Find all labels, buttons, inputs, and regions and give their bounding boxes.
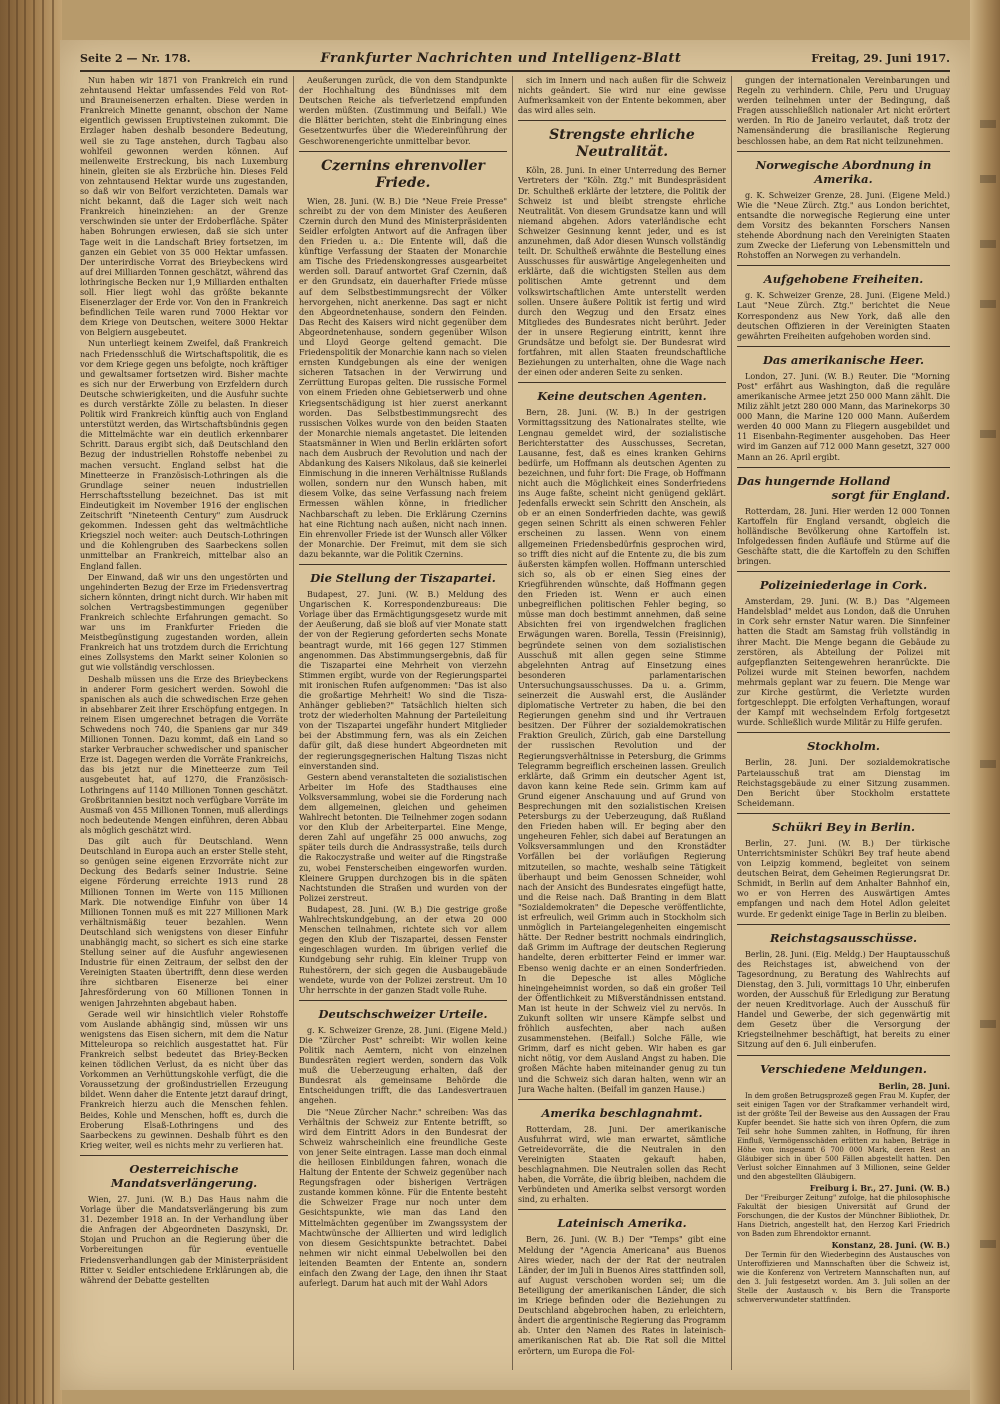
article-paragraph: Köln, 28. Juni. In einer Unterredung des Berner Vertreters der "Köln. Ztg." mit Bundespräsident Dr. Schultheß erklärte der letztere, die Politik der Schweiz ist und bleibt strengste ehrliche Neutralität. Von diesem Grundsatze kann und will niemand abgehen. Adors vaterländische echt Schweizer Gesinnung kennt jeder, und es ist anzunehmen, daß Ador diesen Wunsch vollständig teilt. Dr. Schultheß erwähnte die Bestellung eines Ausschusses für auswärtige Angelegenheiten und erklärte, daß die wichtigsten Stellen aus dem politischen Amte getrennt und dem volkswirtschaftlichen Amte unterstellt werden sollen. Unsere äußere Politik ist fertig und wird durch den Wegzug und den Ersatz eines Mitgliedes des Bundesrates nicht berührt. Jeder der in unsere Regierung eintritt, kennt ihre Grundsätze und befolgt sie. Der Bundesrat wird fortfahren, mit allen Staaten freundschaftliche Beziehungen zu unterhalten, ohne die Wage nach der einen oder anderen Seite zu senken. bbox=[518, 166, 726, 378]
headline: Keine deutschen Agenten. bbox=[537, 389, 707, 404]
headline-continuation: sorgt für England. bbox=[831, 487, 950, 502]
headline: Schükri Bey in Berlin. bbox=[771, 819, 916, 834]
column-3 bbox=[518, 76, 726, 1370]
dateline: Berlin, 28. Juni. bbox=[878, 1080, 950, 1091]
column-1 bbox=[80, 76, 288, 1370]
article-paragraph: Gestern abend veranstalteten die sozialistischen Arbeiter im Hofe des Stadthauses eine Volksversammlung, wobei sie die Forderung nach dem allgemeinen, gleichen und geheimen Wahlrecht betonten. Die Teilnehmer zogen sodann vor den Klub der Arbeiterpartei. Eine Menge, deren Zahl auf ungefähr 25 000 anwuchs, zog später teils durch die Andrassystraße, teils durch die Rakoczystraße und weiter auf die Ringstraße zu, wobei Fensterscheiben eingeworfen wurden. Kleinere Gruppen durchzogen bis in die späten Nachtstunden die Straßen und wurden von der Polizei zerstreut. bbox=[299, 772, 507, 903]
headline: Das amerikanische Heer. bbox=[762, 352, 925, 367]
section-rule bbox=[737, 1055, 950, 1056]
column-4 bbox=[737, 76, 950, 1370]
headline: Das hungernde Holland bbox=[737, 473, 891, 488]
headline: Deutschschweizer Urteile. bbox=[318, 1006, 488, 1021]
headline: Stockholm. bbox=[807, 739, 880, 754]
article-paragraph: Der Einwand, daß wir uns den ungestörten und ungehinderten Bezug der Erze im Friedensvertrag sichern könnten, dringt nicht durch. Wir haben mit solchen Vertragsbestimmungen gegenüber Frankreich schlechte Erfahrungen gemacht. So war uns im Frankfurter Frieden die Meistbegünstigung zugestanden worden, allein Frankreich hat uns trotzdem durch die Errichtung eines Zollsystems den Markt seiner Kolonien so gut wie vollständig verschlossen. bbox=[80, 572, 288, 673]
article-paragraph: Budapest, 27. Juni. (W. B.) Meldung des Ungarischen K. Korrespondenzbureaus: Die Vorlage über das Ermächtigungsgesetz wurde mit der Aeußerung, daß sie bloß auf vier Monate statt der von der Regierung geforderten sechs Monate beantragt wurde, mit 166 gegen 127 Stimmen angenommen. Das Abstimmungsergebnis, daß für die Tiszapartei eine Mehrheit von vierzehn Stimmen ergibt, wurde von der Regierungspartei mit ironischen Rufen aufgenommen: "Das ist also die großartige Mehrheit! Wo sind die Tisza-Anhänger geblieben?" Tatsächlich hielten sich trotz der wiederholten Mahnung der Parteileitung von der Tiszapartei ungefähr hundert Mitglieder bei der Abstimmung fern, was als ein Zeichen dafür gilt, daß diese hundert Abgeordneten mit der regierungsgegnerischen Haltung Tiszas nicht einverstanden sind. bbox=[299, 590, 507, 771]
headline: Verschiedene Meldungen. bbox=[760, 1061, 927, 1076]
article-paragraph: London, 27. Juni. (W. B.) Reuter. Die "Morning Post" erfährt aus Washington, daß die reguläre amerikanische Armee jetzt 250 000 Mann zählt. Die Miliz zählt jetzt 280 000 Mann, das Marinekorps 30 000 Mann, die Marine 120 000 Mann. Außerdem werden 40 000 Mann zu Fliegern ausgebildet und 11 Eisenbahn-Regimenter ausgehoben. Das Heer wird im Ganzen auf 712 000 Mann gesetzt, 327 000 Mann an 26. April ergibt. bbox=[737, 371, 950, 462]
article-paragraph: g. K. Schweizer Grenze, 28. Juni. (Eigene Meld.) Wie die "Neue Zürch. Ztg." aus London berichtet, entsandte die norwegische Regierung eine unter dem Vorsitz des bekannten Forschers Nansen stehende Abordnung nach den Vereinigten Staaten zum Zwecke der Lieferung von Lebensmitteln und Rohstoffen an Norwegen zu verhandeln. bbox=[737, 190, 950, 261]
article-paragraph: Gerade weil wir hinsichtlich vieler Rohstoffe vom Auslande abhängig sind, müssen wir uns wenigstens das Eisen sichern, mit dem die Natur Mitteleuropa so reichlich ausgestattet hat. Für Frankreich selbst bedeutet das Briey-Becken keinen tödlichen Verlust, da es nicht über das Vorkommen an Verhüttungskohle verfügt, die die Voraussetzung der großindustriellen Erzeugung bildet. Wenn daher die Entente jetzt darauf dringt, Frankreich hierzu auch die Menschen fehlen. Beides, Kohle und Menschen, hofft es, durch die Eroberung Elsaß-Lothringens und des Saarbeckens zu gewinnen. Deshalb führt es den Krieg weiter, weil es nichts mehr zu verlieren hat. bbox=[80, 1009, 288, 1150]
section-rule bbox=[299, 1000, 507, 1001]
dateline: Konstanz, 28. Juni. (W. B.) bbox=[831, 1239, 950, 1250]
section-rule bbox=[518, 1099, 726, 1100]
section-rule bbox=[737, 732, 950, 733]
section-rule bbox=[299, 151, 507, 152]
headline: Czernins ehrenvoller Friede. bbox=[321, 157, 485, 191]
page-header bbox=[80, 48, 950, 68]
headline: Strengste ehrliche Neutralität. bbox=[549, 127, 695, 161]
article-paragraph: Bern, 28. Juni. (W. B.) In der gestrigen Vormittagssitzung des Nationalrates stellte, wie Lengnau gemeldet wird, der sozialistische Berichterstatter des Ausschusses, Secretan, Lausanne, fest, daß es eines kranken Gehirns bedürfe, um Hoffmann als deutschen Agenten zu bezeichnen, und fuhr fort: Die Frage, ob Hoffmann nicht auch die Möglichkeit eines Sonderfriedens ins Auge faßte, scheint nicht genügend geklärt. Jedenfalls erweckt sein Schritt den Anschein, als ob er an einen Sonderfrieden dachte, was gewiß gegen seinen Schritt als einen schweren Fehler erscheinen zu lassen. Wenn von einem allgemeinen Friedensbedürfnis gesprochen wird, so trifft dies nicht auf die Entente zu, die bis zum äußersten kämpfen wollen. Hoffmann unterschied sich so, als ob er einen Sieg eines der Kriegführenden wünschte, daß Hoffmann gegen den Frieden ist. Wenn er auch einen unbegreiflichen politischen Fehler beging, so müsse man doch bestimmt annehmen, daß seine Absichten frei von irgendwelchen fraglichen Erwägungen waren. Borella, Tessin (Freisinnig), begründete seinen von dem sozialistischen Ausschuß mit allen gegen seine Stimme abgelehnten Antrag auf Einsetzung eines besonderen parlamentarischen Untersuchungsausschusses. Da u. a. Grimm, seinerzeit die Auswahl erst, die Ausländer diplomatische Vertreter zu haben, die bei den Regierungen genehm sind und ihr Vertrauen besitzen. Der Führer der sozialdemokratischen Fraktion Greulich, Zürich, gab eine Darstellung der russischen Revolution und der Regierungsverhältnisse in Petersburg, die Grimms Telegramm begreiflich erscheinen lassen. Greulich erklärte, daß Grimm ein deutscher Agent ist, davon kann keine Rede sein. Grimm kam auf Grund eigener Anschauung und auf Grund von Besprechungen mit den sozialistischen Kreisen Petersburgs zu der Ueberzeugung, daß Rußland den Frieden haben will. Er beging aber den ungeheuren Fehler, sich dabei auf Beratungen an Volksversammlungen und den Kronstädter Vorfällen bei der vorläufigen Regierung mitzuteilen, so machte, weshalb seine Tätigkeit überhaupt und beim Genossen Schneider, wohl nach der Ansicht des Bundesrates eingefügt hatte, und die Reise nach. Daß Branting in dem Blatt "Sozialdemokraten" die Depesche veröffentlichte, ist erfreulich, weil Grimm auch in Stockholm sich unmöglich in Parteiangelegenheiten eingemischt hätte. Der Redner bestritt nochmals eindringlich, daß Grimm im Auftrage der deutschen Regierung handelte, deren erbitterter Feind er immer war. Ebenso wenig dachte er an einen Sonderfrieden. In die Depesche ist alles Mögliche hineingeheimnist worden, so daß ein großer Teil der Öffentlichkeit zu Mißverständnissen entstand. Man ist heute in der Schweiz viel zu nervös. In Zukunft sollten wir unsere Kämpfe selbst und fröhlich ausfechten, aber nach außen zusammenstehen. (Beifall.) Solche Fälle, wie Grimm, darf es nicht geben. Wir haben es gar nicht nötig, vor dem Ausland Angst zu haben. Die großen Mächte haben miteinander genug zu tun und die Schweiz sich daran halten, wenn wir an Jura Wache halten. (Beifall im ganzen Hause.) bbox=[518, 408, 726, 1094]
section-rule bbox=[518, 382, 726, 383]
section-rule bbox=[737, 151, 950, 152]
article-paragraph: g. K. Schweizer Grenze, 28. Juni. (Eigene Meld.) Laut "Neue Zürch. Ztg." berichtet die Neue Korrespondenz aus New York, daß alle den deutschen Offizieren in der Vereinigten Staaten gewährten Freiheiten aufgehoben worden sind. bbox=[737, 291, 950, 341]
article-paragraph: gungen der internationalen Vereinbarungen und Regeln zu verhindern. Chile, Peru und Uruguay werden teilnehmen unter der Bedingung, daß Fragen ausschließlich nationaler Art nicht erörtert werden. In Rio de Janeiro verlautet, daß trotz der Namensänderung die brasilianische Regierung beschlossen habe, an dem Rat nicht teilzunehmen. bbox=[737, 76, 950, 146]
headline: Amerika beschlagnahmt. bbox=[541, 1105, 703, 1120]
section-rule bbox=[737, 571, 950, 572]
article-paragraph: Rotterdam, 28. Juni. Hier werden 12 000 Tonnen Kartoffeln für England versandt, obgleich die holländische Bevölkerung ohne Kartoffeln ist. Infolgedessen finden Aufläufe und Stürme auf die Geschäfte statt, die die Kartoffeln zu den Schiffen bringen. bbox=[737, 506, 950, 567]
article-paragraph: Wien, 28. Juni. (W. B.) Die "Neue Freie Presse" schreibt zu der von dem Minister des Aeußeren Czernin durch den Mund des Ministerpräsidenten Seidler erfolgten Antwort auf die Anfragen über den Frieden u. a.: Die Entente will, daß die künftige Verfassung der Staaten der Monarchie am Tische des Friedenskongresses ausgearbeitet werden soll. Darauf antwortet Graf Czernin, daß er den Grundsatz, ein dauerhafter Friede müsse auf dem Selbstbestimmungsrecht der Völker hervorgehen, nicht anerkenne. Das sagt er nicht den Abgeordnetenhause, sondern den Feinden. Das Recht des Kaisers wird nicht gegenüber dem Abgeordnetenhause, sondern gegenüber Wilson und Lloyd George geltend gemacht. Die Friedenspolitik der Monarchie kann nach so vielen ernsten Kundgebungen als eine der wenigen sicheren Tatsachen in der Verwirrung und Zerrüttung Europas gelten. Die russische Formel von einem Frieden ohne Gebietserwerb und ohne Kriegsentschädigung ist hier zuerst anerkannt worden. Das Selbstbestimmungsrecht des russischen Volkes wurde von den beiden Staaten der Monarchie niemals angetastet. Die leitenden Staatsmänner in Wien und Berlin erklärten sofort nach dem Ausbruch der Revolution und nach der Abdankung des Kaisers Nikolaus, daß sie keinerlei Einmischung in die inneren Verhältnisse Rußlands wollen, sondern nur den Wunsch haben, mit diesem Volke, das seine Verfassung nach freiem Ermessen wählen könne, in friedlicher Nachbarschaft zu leben. Die Erklärung Czernins hat eine Richtung nach außen, nicht nach innen. Ein ehrenvoller Friede ist der Wunsch aller Völker der Monarchie. Der Freimut, mit dem sie sich dazu bekannte, war die Politik Czernins. bbox=[299, 196, 507, 559]
article-paragraph: sich im Innern und nach außen für die Schweiz nichts geändert. Sie wird nur eine gewisse Aufmerksamkeit von der Entente bekommen, aber das wird alles sein. bbox=[518, 76, 726, 116]
column-2 bbox=[299, 76, 507, 1370]
section-rule bbox=[80, 1155, 288, 1156]
newspaper-page bbox=[60, 40, 970, 1390]
book-binding bbox=[0, 0, 62, 1404]
columns bbox=[80, 76, 950, 1370]
article-paragraph: Budapest, 28. Juni. (W. B.) Die gestrige große Wahlrechtskundgebung, an der etwa 20 000 Menschen teilnahmen, richtete sich vor allem gegen den Klub der Tiszapartei, dessen Fenster eingeschlagen wurden. Im übrigen verlief die Kundgebung sehr ruhig. Ein kleiner Trupp von Ruhestörern, der sich gegen die Ausbaugebäude wendete, wurde von der Polizei zerstreut. Um 10 Uhr herrschte in der ganzen Stadt volle Ruhe. bbox=[299, 904, 507, 995]
headline: Reichstagsausschüsse. bbox=[769, 930, 918, 945]
article-paragraph: Das gilt auch für Deutschland. Wenn Deutschland in Europa auch an erster Stelle steht, so genügen seine eigenen Erzvorräte nicht zur Deckung des Bedarfs seiner Industrie. Seine eigene Förderung erreichte 1913 rund 28 Millionen Tonnen im Werte von 115 Millionen Mark. Die notwendige Einfuhr von über 14 Millionen Tonnen muß es mit 227 Millionen Mark verhältnismäßig teuer bezahlen. Wenn Deutschland sich wenigstens von dieser Einfuhr unabhängig macht, so sichert es sich eine starke Stellung seiner auf die Ausfuhr angewiesenen Industrie für einen Zeitraum, der selbst den der Vereinigten Staaten übertrifft, denn diese werden ihre sichtbaren Eisenerze bei einer Jahresförderung von 60 Millionen Tonnen in wenigen Jahrzehnten abgebaut haben. bbox=[80, 837, 288, 1008]
section-rule bbox=[518, 1209, 726, 1210]
article-paragraph: Nun haben wir 1871 von Frankreich ein rund zehntausend Hektar umfassendes Feld von Rot- und Brauneisenerzen erhalten. Diese werden in Frankreich Minette genannt, obschon der Name eigentlich gewissen Eruptivsteinen zukommt. Die Erzlager haben deshalb besondere Bedeutung, weil sie zu Tage anstehen, durch Tagbau also wohlfeil gewonnen werden können. Auf meilenweite Erstreckung, bis nach Luxemburg hinein, gleiten sie als Erzbrüche hin. Dieses Feld von zehntausend Hektar wurde uns zugestanden, so daß wir von Belfort verzichteten. Damals war nicht bekannt, daß die Lager sich weit nach Frankreich hineinziehen: an der Grenze verschwinden sie unter der Erdoberfläche. Später haben Bohrungen erwiesen, daß sie sich unter Tage weit in die Landschaft Briey fortsetzen, im ganzen ein Gebiet von 35 000 Hektar umfassen. Der unterirdische Vorrat des Brieybeckens wird auf drei Milliarden Tonnen geschätzt, während das lothringische Becken nur 1,9 Milliarden enthalten soll. Hier liegt wohl das größte bekannte Eisenerzlager der Erde vor. Von den in Frankreich befindlichen Teile waren rund 7000 Hektar vor dem Kriege von Deutschen, weitere 3000 Hektar von Belgiern ausgebeutet. bbox=[80, 76, 288, 338]
column-divider bbox=[512, 76, 513, 1370]
article-paragraph: g. K. Schweizer Grenze, 28. Juni. (Eigene Meld.) Die "Zürcher Post" schreibt: Wir wollen keine Politik nach Aemtern, nicht von einzelnen Bundesräten regiert werden, sondern das Volk muß die Ueberzeugung erhalten, daß der Bundesrat als gemeinsame Behörde die Entscheidungen trifft, die das Landesvertrauen angehen. bbox=[299, 1025, 507, 1106]
article-paragraph: Berlin, 28. Juni. Der sozialdemokratische Parteiausschuß trat am Dienstag im Reichstagsgebäude zu einer Sitzung zusammen. Den Bericht über Stockholm erstattete Scheidemann. bbox=[737, 758, 950, 808]
header-rule bbox=[80, 70, 950, 72]
article-paragraph: Bern, 26. Juni. (W. B.) Der "Temps" gibt eine Meldung der "Agencia Americana" aus Buenos Aires wieder, nach der der Rat der neutralen Länder, der im Juli in Buenos Aires stattfinden soll, auf August verschoben worden sei; um die Beteiligung der amerikanischen Länder, die sich im Kriege befinden oder die Beziehungen zu Deutschland abgebrochen haben, zu erleichtern, ändert die argentinische Regierung das Programm ab. Unter den Namen des Rates in lateinisch-amerikanischen Rat ab. Die Rat soll die Mittel erörtern, um Europa die Fol- bbox=[518, 1235, 726, 1356]
article-paragraph: Wien, 27. Juni. (W. B.) Das Haus nahm die Vorlage über die Mandatsverlängerung bis zum 31. Dezember 1918 an. In der Verhandlung über die Anfragen der Abgeordneten Daszynski, Dr. Stojan und Pruchon an die Regierung über die Vorbereitungen für eventuelle Friedensverhandlungen gab der Ministerpräsident Ritter v. Seidler entschiedene Erklärungen ab, die während der Debatte gestellten bbox=[80, 1194, 288, 1285]
section-rule bbox=[737, 346, 950, 347]
issue-date: Freitag, 29. Juni 1917. bbox=[811, 51, 950, 65]
article-paragraph: Der Termin für den Wiederbeginn des Austausches von Unteroffizieren und Mannschaften über die Schweiz ist, wie die Konferenz von Vertretern Mannschaften nun, auf den 3. Juli festgesetzt worden. Am 3. Juli sollen an der Stelle der Austausch v. bis Bern die Transporte schwerverwundeter stattfinden. bbox=[737, 1250, 950, 1304]
dateline: Freiburg i. Br., 27. Juni. (W. B.) bbox=[809, 1182, 950, 1193]
section-rule bbox=[737, 924, 950, 925]
section-rule bbox=[737, 265, 950, 266]
headline: Die Stellung der Tiszapartei. bbox=[310, 571, 496, 586]
article-paragraph: Die "Neue Zürcher Nachr." schreiben: Was das Verhältnis der Schweiz zur Entente betrifft, so wird dem Eintritt Adors in den Bundesrat der Schweiz wahrscheinlich eine freundliche Geste von jener Seite eintragen. Lasse man doch einmal die heillosen Einbildungen fahren, wonach die Haltung der Entente der Schweiz gegenüber nach Regungsfragen oder bisherigen Verträgen zustande kommen könne. Für die Entente besteht die Schweizer Frage nur noch unter dem Gesichtspunkte, wie man das Land den Mittelmächten gegenüber im Zwangssystem der Machtwünsche der Alliierten und wird lediglich von diesem Gesichtspunkte betrachtet. Dabei nehmen wir nicht einmal Uebelwollen bei den leitenden Beamten der Entente an, sondern einfach den Zwang der Lage, den ihnen ihr Staat auferlegt. Darum hat auch mit der Wahl Adors bbox=[299, 1107, 507, 1289]
article-paragraph: Rotterdam, 28. Juni. Der amerikanische Ausfuhrrat wird, wie man erwartet, sämtliche Getreidevorräte, die die Neutralen in den Vereinigten Staaten gekauft haben, beschlagnahmen. Die Neutralen sollen das Recht haben, die Vorräte, die übrig bleiben, nachdem die Verbündeten und Amerika selbst versorgt worden sind, zu erhalten. bbox=[518, 1124, 726, 1205]
section-rule bbox=[299, 564, 507, 565]
page-number: Seite 2 — Nr. 178. bbox=[80, 51, 191, 65]
article-paragraph: Berlin, 28. Juni. (Eig. Meldg.) Der Hauptausschuß des Reichstages ist, abweichend von der Tagesordnung, zu Beratung des Wahlrechts auf Dienstag, den 3. Juli, vormittags 10 Uhr, einberufen worden, der Ausschuß für Erledigung zur Beratung der neuen Kreditvorlage. Auch der Ausschuß für Handel und Gewerbe, der sich gegenwärtig mit dem Gesetz über die Versorgung der Kriegsteilnehmer beschäftigt, hat bereits zu einer Sitzung auf den 6. Juli einberufen. bbox=[737, 949, 950, 1050]
article-paragraph: Aeußerungen zurück, die von dem Standpunkte der Hochhaltung des Bündnisses mit dem Deutschen Reiche als tiefverletzend empfunden werden müßten. (Zustimmung und Beifall.) Wie die Blätter berichten, steht die Einbringung eines Gesetzentwurfes über die Wiedereinführung der Geschworenengerichte unmittelbar bevor. bbox=[299, 76, 507, 146]
section-rule bbox=[737, 467, 950, 468]
column-divider bbox=[293, 76, 294, 1370]
article-paragraph: Der "Freiburger Zeitung" zufolge, hat die philosophische Fakultät der biesigen Universität auf Grund der Forschungen, die der Kustos der Münchner Bibliothek, Dr. Hans Dietrich, angestellt hat, den Herzog Karl Friedrich von Baden zum Ehrendoktor ernannt. bbox=[737, 1193, 950, 1238]
article-paragraph: Nun unterliegt keinem Zweifel, daß Frankreich nach Friedensschluß die Wirtschaftspolitik, die es vor dem Kriege gegen uns befolgte, noch kräftiger und gewaltsamer fortsetzen wird. Bisher machte es sich nur der Erwerbung von Erzfeldern durch Deutsche schwierigkeiten, und die Ausfuhr suchte es durch verstärkte Zölle zu belasten. In dieser Politik wird Frankreich künftig auch von England unterstützt werden, das Wirtschaftsbündnis gegen die Mittelmächte war ein deutlich erkennbarer Schritt. Daraus ergibt sich, daß Deutschland den Bezug der industriellen Rohstoffe nebenbei zu machen versucht. England selbst hat die Minetteerze in Französisch-Lothringen als die Grundlage seiner neuen industriellen Herrschaftsstellung bezeichnet. Das ist mit Eindeutigkeit im November 1916 der englischen Zeitschrift "Nineteenth Century" zum Ausdruck gekommen. Indessen geht das weltmächtliche Kriegsziel noch weiter: auch Deutsch-Lothringen und die Kohlengruben des Saarbeckens sollen unmittelbar an Frankreich, mittelbar also an England fallen. bbox=[80, 339, 288, 571]
headline: Polizeiniederlage in Cork. bbox=[759, 578, 928, 593]
article-paragraph: Berlin, 27. Juni. (W. B.) Der türkische Unterrichtsminister Schükri Bey traf heute abend von Leipzig kommend, begleitet von seinem deutschen Beirat, dem Geheimen Regierungsrat Dr. Schmidt, in Berlin auf dem Anhalter Bahnhof ein, wo er von Herren des Auswärtigen Amtes empfangen und nach dem Hotel Adlon geleitet wurde. Er gedenkt einige Tage in Berlin zu bleiben. bbox=[737, 838, 950, 919]
headline: Aufgehobene Freiheiten. bbox=[763, 272, 924, 287]
section-rule bbox=[518, 120, 726, 121]
headline: Oesterreichische Mandatsverlängerung. bbox=[110, 1161, 258, 1190]
section-rule bbox=[737, 813, 950, 814]
headline: Lateinisch Amerika. bbox=[557, 1216, 687, 1231]
masthead-title: Frankfurter Nachrichten und Intelligenz-Blatt bbox=[320, 50, 682, 66]
headline: Norwegische Abordnung in Amerika. bbox=[755, 157, 932, 186]
adjacent-page-edge bbox=[970, 0, 1000, 1404]
column-divider bbox=[731, 76, 732, 1370]
article-paragraph: Amsterdam, 29. Juni. (W. B.) Das "Algemeen Handelsblad" meldet aus London, daß die Unruhen in Cork sehr ernster Natur waren. Die Sinnfeiner hatten die Stadt am Samstag früh vollständig in ihrer Macht. Die Menge begann die Gebäude zu zerstören, als Abteilung der Polizei mit aufgepflanzten Seitengewehren heranrückte. Die Polizei wurde mit Steinen beworfen, nachdem mehrmals geplant war zu feuern. Die Menge war zur Kirche gestürmt, die Verletzte wurden fortgeschleppt. Die erfolgten Verhaftungen, worauf der Kampf mit wechselndem Erfolg fortgesetzt wurde. Schließlich wurde Militär zu Hilfe gerufen. bbox=[737, 597, 950, 728]
article-paragraph: Deshalb müssen uns die Erze des Brieybeckens in anderer Form gesichert werden. Sowohl die spanischen als auch die schwedischen Erze gehen in absehbarer Zeit ihrer Erschöpfung entgegen. In reinem Eisen umgerechnet betragen die Vorräte Schwedens noch 740, die Spaniens gar nur 349 Millionen Tonnen. Dazu kommt, daß ein Land so starker Verbraucher schwedischer und spanischer Erze ist. Dagegen werden die Vorräte Frankreichs, das bis jetzt nur die Minetteerze zum Teil ausgebeutet hat, auf 1270, die Französisch-Lothringens auf 1140 Millionen Tonnen geschätzt. Großbritannien besitzt noch verfügbare Vorräte im Ausmaß von 455 Millionen Tonnen, muß allerdings noch bedeutende Mengen einführen, deren Abbau als möglich geschätzt wird. bbox=[80, 674, 288, 835]
article-paragraph: In dem großen Betrugsprozeß gegen Frau M. Kupfer, der seit einigen Tagen vor der Strafkammer verhandelt wird, ist der größte Teil der Beweise aus den Aussagen der Frau Kupfer beendet. Sie hatte sich von ihren Opfern, die zum Teil sehr hohe Summen zahlten, in Hoffnung, für ihren Einfluß, Vermögensschäden erlitten zu haben, Beträge in Höhe von insgesamt 6 700 000 Mark, deren Rest an Gläubiger sich in über 500 Fällen abgestellt hatten. Den Verlust solcher Einnahmen auf 3 Millionen, seine Gelder und den abgestellten Gläubigern. bbox=[737, 1091, 950, 1181]
